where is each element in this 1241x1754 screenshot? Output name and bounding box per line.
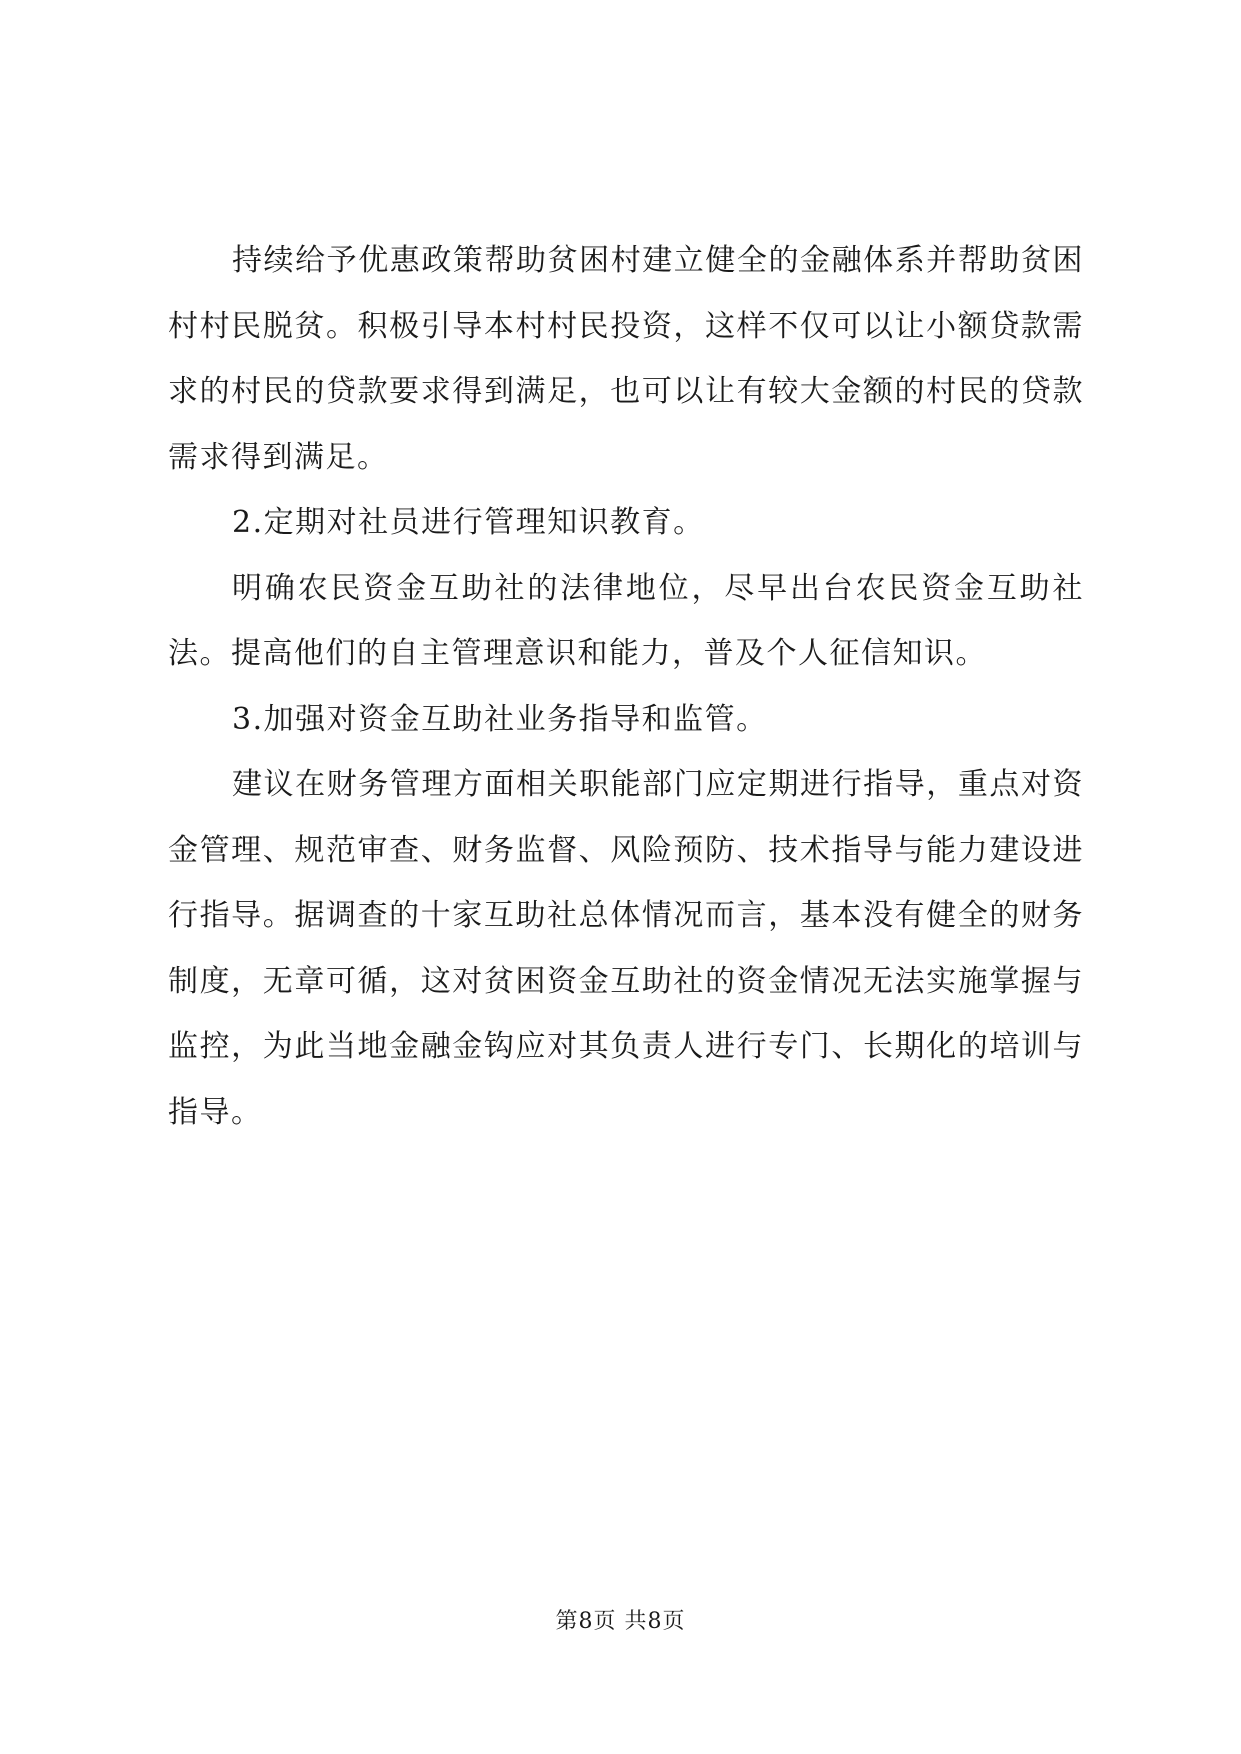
paragraph-legal-status: 明确农民资金互助社的法律地位，尽早出台农民资金互助社法。提高他们的自主管理意识和能力，普及个人征信知识。 — [168, 570, 1084, 671]
paragraph-heading-3: 3.加强对资金互助社业务指导和监管。 — [232, 701, 768, 737]
paragraph-financial-guidance: 建议在财务管理方面相关职能部门应定期进行指导，重点对资金管理、规范审查、财务监督、风险预防、技术指导与能力建设进行指导。据调查的十家互助社总体情况而言，基本没有健全的财务制度，无章可循，这对贫困资金互助社的资金情况无法实施掌握与监控，为此当地金融金钩应对其负责人进行专门、长期化的培训与指导。 — [168, 767, 1084, 1130]
document-body — [168, 228, 1084, 1145]
page-number-footer: 第8页 共8页 — [555, 1609, 686, 1634]
paragraph-policy-support: 持续给予优惠政策帮助贫困村建立健全的金融体系并帮助贫困村村民脱贫。积极引导本村村民投资，这样不仅可以让小额贷款需求的村民的贷款要求得到满足，也可以让有较大金额的村民的贷款需求得到满足。 — [168, 243, 1084, 475]
paragraph-heading-2: 2.定期对社员进行管理知识教育。 — [232, 505, 705, 540]
